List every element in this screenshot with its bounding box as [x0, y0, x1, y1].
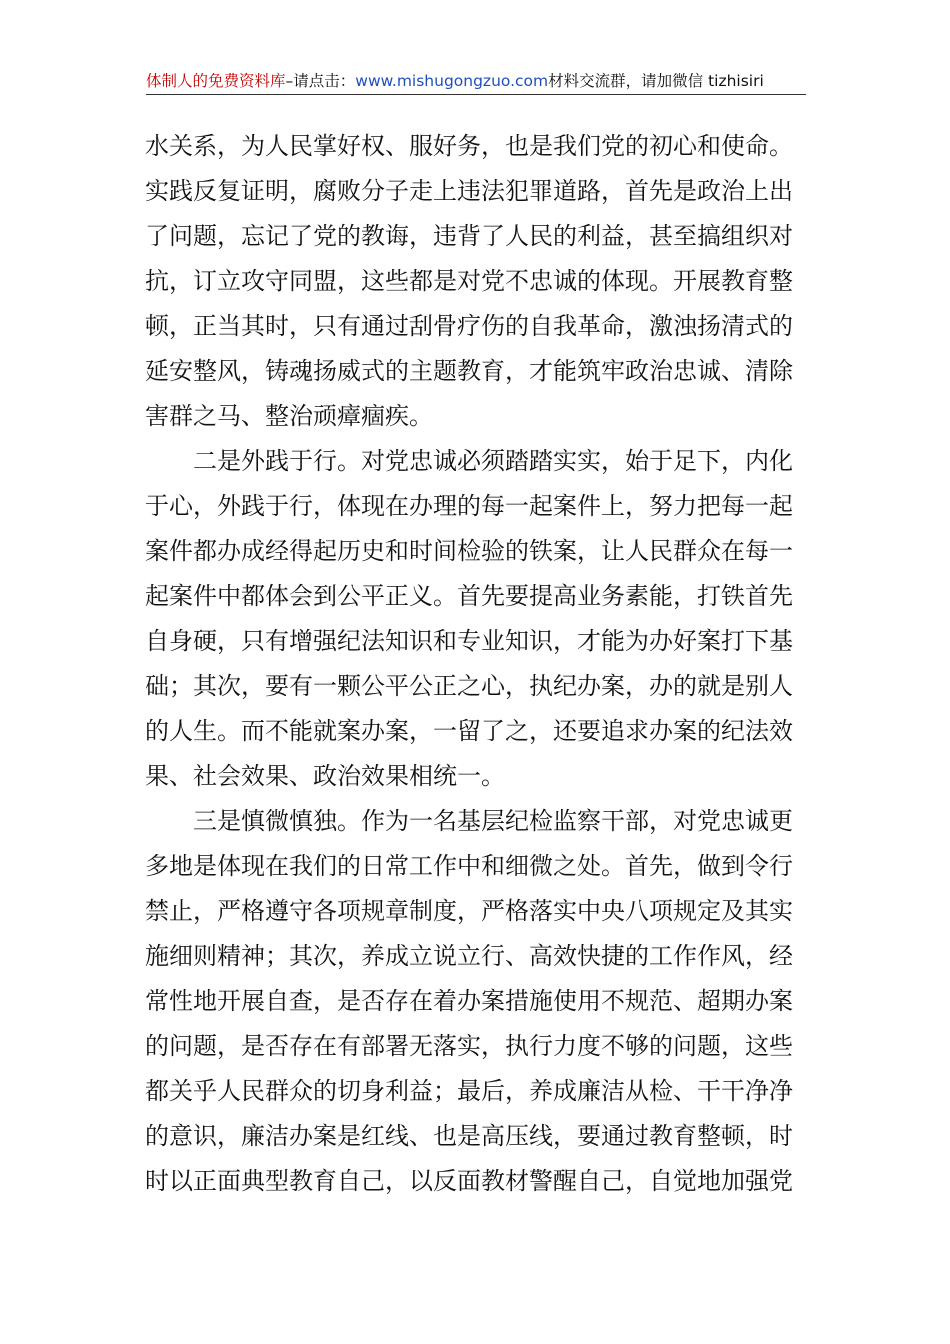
paragraph-start-line: 三是慎微慎独。作为一名基层纪检监察干部，对党忠诚更 [193, 807, 793, 835]
text-line: 起案件中都体会到公平正义。首先要提高业务素能，打铁首先 [145, 582, 793, 610]
paragraph-start-line: 二是外践于行。对党忠诚必须踏踏实实，始于足下，内化 [193, 447, 793, 475]
text-line: 了问题，忘记了党的教诲，违背了人民的利益，甚至搞组织对 [145, 222, 793, 250]
text-line: 水关系，为人民掌好权、服好务，也是我们党的初心和使命。 [145, 132, 793, 160]
text-line: 案件都办成经得起历史和时间检验的铁案，让人民群众在每一 [145, 537, 793, 565]
text-line: 常性地开展自查，是否存在着办案措施使用不规范、超期办案 [145, 987, 793, 1015]
header-prompt: –请点击： [285, 72, 356, 90]
text-line: 都关乎人民群众的切身利益；最后，养成廉洁从检、干干净净 [145, 1077, 793, 1105]
text-line: 延安整风，铸魂扬威式的主题教育，才能筑牢政治忠诚、清除 [145, 357, 793, 385]
header-tail: 材料交流群，请加微信 tizhisiri [548, 72, 764, 90]
text-line: 础；其次，要有一颗公平公正之心，执纪办案，办的就是别人 [145, 672, 793, 700]
text-line: 害群之马、整治顽瘴痼疾。 [145, 402, 433, 430]
header-brand: 体制人的免费资料库 [146, 72, 286, 90]
text-line: 的问题，是否存在有部署无落实，执行力度不够的问题，这些 [145, 1032, 793, 1060]
text-line: 的意识，廉洁办案是红线、也是高压线，要通过教育整顿，时 [145, 1122, 793, 1150]
text-line: 时以正面典型教育自己，以反面教材警醒自己，自觉地加强党 [145, 1167, 793, 1195]
text-line: 果、社会效果、政治效果相统一。 [145, 762, 505, 790]
text-line: 禁止，严格遵守各项规章制度，严格落实中央八项规定及其实 [145, 897, 793, 925]
text-line: 抗，订立攻守同盟，这些都是对党不忠诚的体现。开展教育整 [145, 267, 793, 295]
text-line: 施细则精神；其次，养成立说立行、高效快捷的工作作风，经 [145, 942, 793, 970]
page-header [146, 70, 806, 95]
text-line: 于心，外践于行，体现在办理的每一起案件上，努力把每一起 [145, 492, 793, 520]
text-line: 实践反复证明，腐败分子走上违法犯罪道路，首先是政治上出 [145, 177, 793, 205]
document-body [145, 124, 807, 1204]
text-line: 多地是体现在我们的日常工作中和细微之处。首先，做到令行 [145, 852, 793, 880]
text-line: 顿，正当其时，只有通过刮骨疗伤的自我革命，激浊扬清式的 [145, 312, 793, 340]
header-site-link[interactable]: www.mishugongzuo.com [355, 72, 549, 90]
text-line: 的人生。而不能就案办案，一留了之，还要追求办案的纪法效 [145, 717, 793, 745]
text-line: 自身硬，只有增强纪法知识和专业知识，才能为办好案打下基 [145, 627, 793, 655]
